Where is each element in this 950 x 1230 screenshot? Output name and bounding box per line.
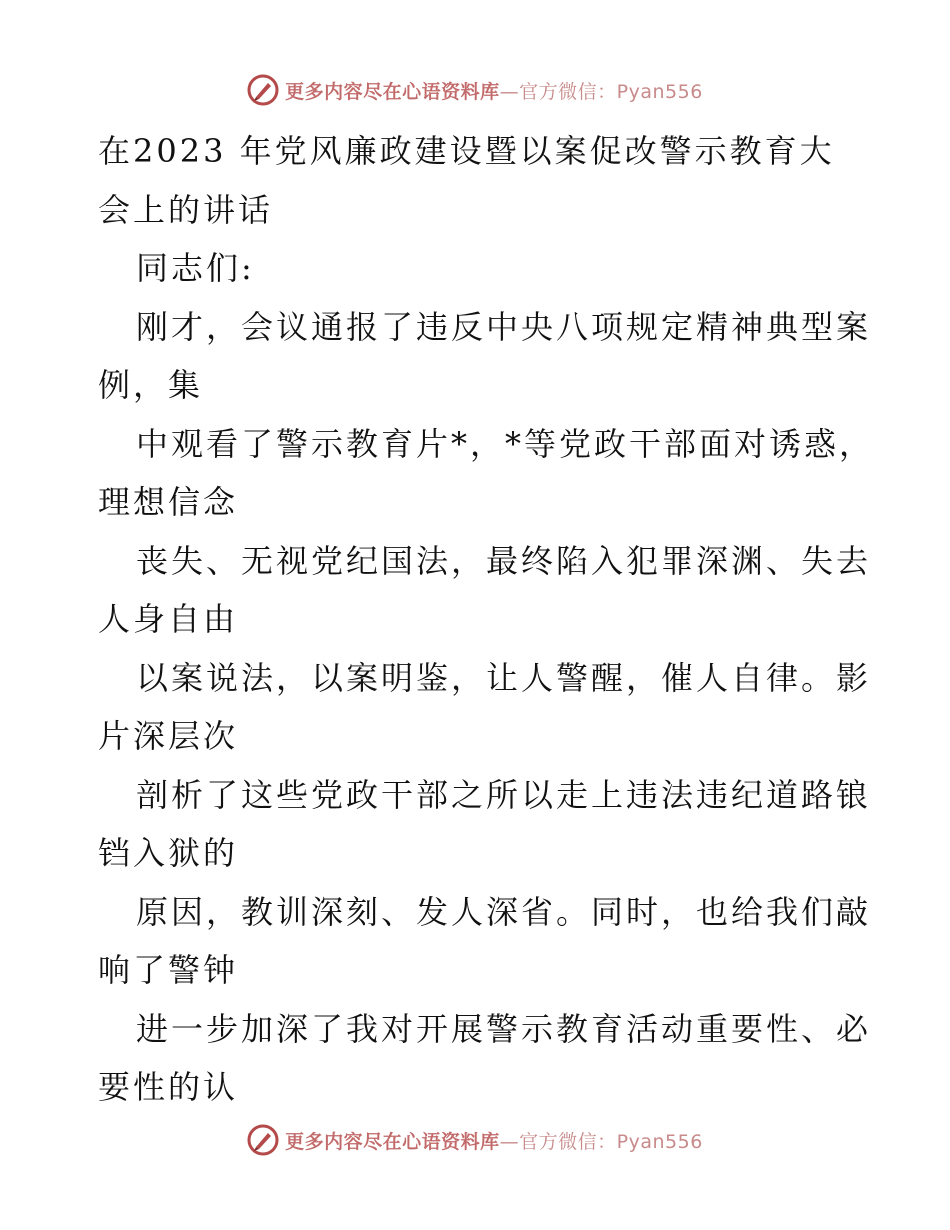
- pen-logo-icon: [247, 1124, 279, 1156]
- header-banner: [0, 72, 950, 108]
- header-brand-text: 更多内容尽在心语资料库—官方微信：Pyan556: [285, 80, 703, 103]
- body-line: 以案说法，以案明鉴，让人警醒，催人自律。影: [136, 658, 872, 697]
- body-line: 铛入狱的: [98, 834, 239, 872]
- footer-brand-text: 更多内容尽在心语资料库—官方微信：Pyan556: [285, 1130, 703, 1153]
- body-line: 丧失、无视党纪国法，最终陷入犯罪深渊、失去: [136, 541, 872, 580]
- body-line: 刚才，会议通报了违反中央八项规定精神典型案: [136, 307, 872, 346]
- pen-logo-icon: [247, 74, 279, 106]
- body-line: 要性的认: [98, 1068, 239, 1106]
- body-line: 进一步加深了我对开展警示教育活动重要性、必: [136, 1009, 872, 1048]
- body-line: 例，集: [98, 366, 204, 404]
- title-line-1: 在2023 年党风廉政建设暨以案促改警示教育大: [98, 132, 835, 170]
- body-line: 响了警钟: [98, 951, 239, 989]
- body-line: 片深层次: [98, 717, 239, 755]
- document-body: [98, 122, 875, 1117]
- body-line: 理想信念: [98, 483, 239, 521]
- body-line: 原因，教训深刻、发人深省。同时，也给我们敲: [136, 892, 872, 931]
- footer-banner: [0, 1122, 950, 1158]
- body-line: 中观看了警示教育片*，*等党政干部面对诱惑，: [136, 424, 875, 463]
- body-line: 人身自由: [98, 600, 239, 638]
- title-line-2: 会上的讲话: [98, 190, 274, 229]
- body-line: 剖析了这些党政干部之所以走上违法违纪道路锒: [136, 775, 872, 814]
- salutation: 同志们:: [136, 249, 255, 287]
